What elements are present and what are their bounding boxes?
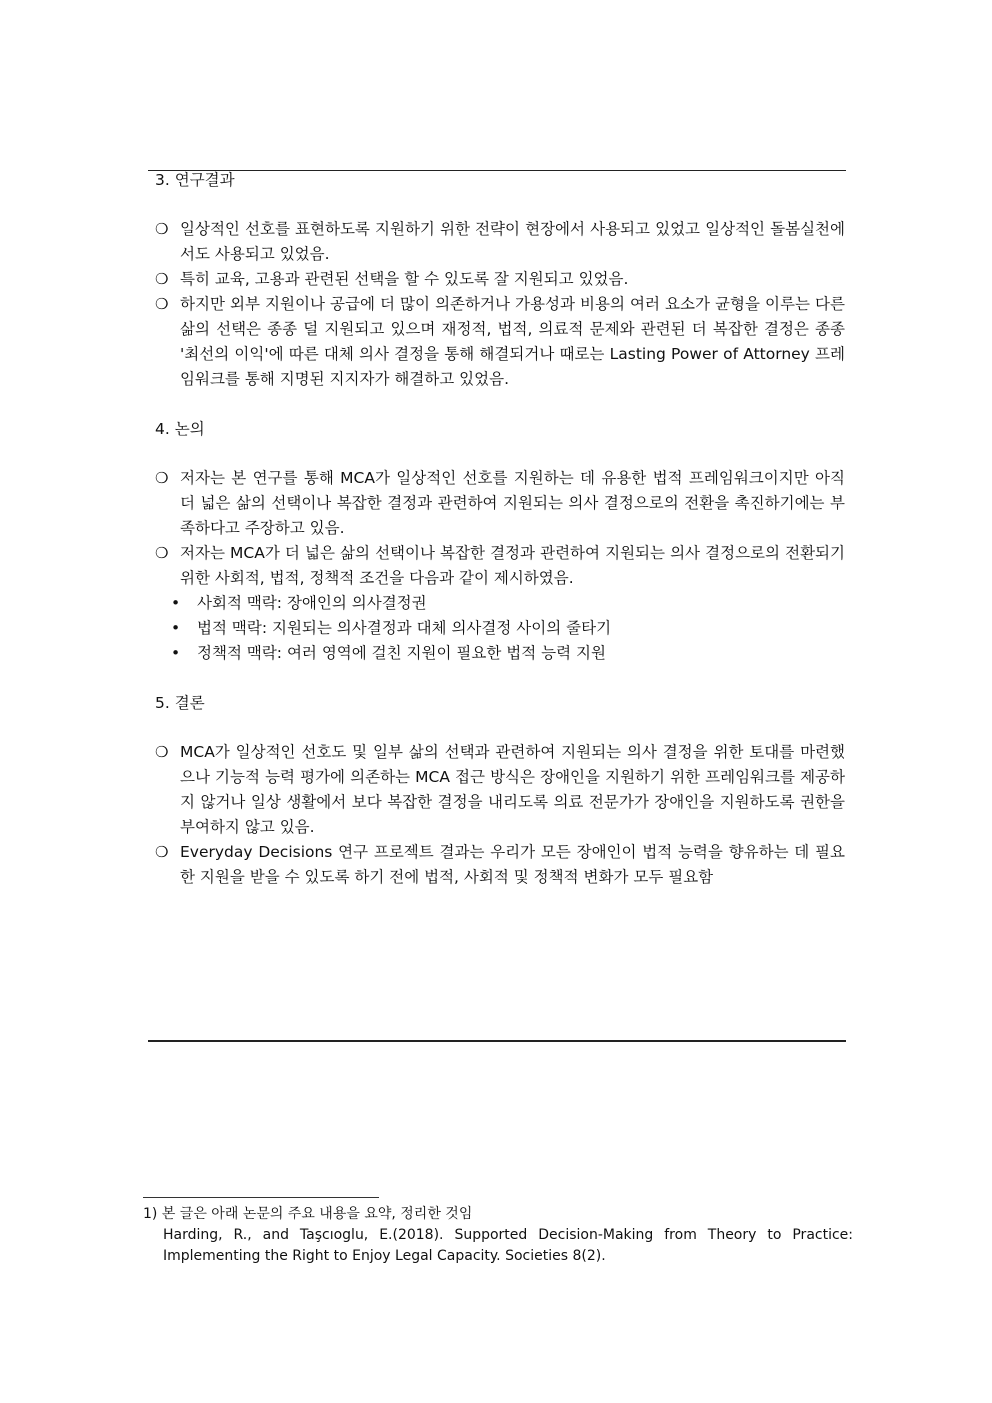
footnote-note: 1) 본 글은 아래 논문의 주요 내용을 요약, 정리한 것임 xyxy=(143,1206,473,1222)
conclusion-item-2: ❍ Everyday Decisions 연구 프로젝트 결과는 우리가 모든 장애인이 법적 능력을 향유하는 데 필요한 지원을 받을 수 있도록 하기 전에 법적, 사회적 및 정책적 변화가 모두 필요함 xyxy=(155,840,845,890)
section-5-heading: 5. 결론 xyxy=(155,694,205,712)
section-4-heading: 4. 논의 xyxy=(155,420,205,438)
circle-bullet-icon: ❍ xyxy=(155,270,169,288)
results-item-1: ❍ 일상적인 선호를 표현하도록 지원하기 위한 전략이 현장에서 사용되고 있었고 일상적인 돌봄실천에서도 사용되고 있었음. xyxy=(155,217,845,267)
circle-bullet-icon: ❍ xyxy=(155,544,169,562)
document-body xyxy=(155,168,845,890)
footnote-reference: Harding, R., and Taşcıoglu, E.(2018). Supported Decision-Making from Theory to Practice: Implementing the Right to Enjoy Legal Capacity. Societies 8(2). xyxy=(163,1227,853,1264)
circle-bullet-icon: ❍ xyxy=(155,743,169,761)
dot-bullet-icon: • xyxy=(171,644,181,662)
circle-bullet-icon: ❍ xyxy=(155,295,169,313)
bottom-rule xyxy=(148,1040,846,1042)
footnote-separator xyxy=(143,1197,379,1198)
results-item-3: ❍ 하지만 외부 지원이나 공급에 더 많이 의존하거나 가용성과 비용의 여러 요소가 균형을 이루는 다른 삶의 선택은 종종 덜 지원되고 있으며 재정적, 법적, 의료적 문제와 관련된 더 복잡한 결정은 종종 '최선의 이익'에 따른 대체 의사 결정을 통해 해결되거나 때로는 Lasting Power of Attorney 프레임워크를 통해 지명된 지지자가 해결하고 있었음. xyxy=(155,292,845,392)
conclusion-item-1: ❍ MCA가 일상적인 선호도 및 일부 삶의 선택과 관련하여 지원되는 의사 결정을 위한 토대를 마련했으나 기능적 능력 평가에 의존하는 MCA 접근 방식은 장애인을 지원하기 위한 프레임워크를 제공하지 않거나 일상 생활에서 보다 복잡한 결정을 내리도록 의료 전문가가 장애인을 지원하도록 권한을 부여하지 않고 있음. xyxy=(155,740,845,840)
discussion-item-2: ❍ 저자는 MCA가 더 넓은 삶의 선택이나 복잡한 결정과 관련하여 지원되는 의사 결정으로의 전환되기 위한 사회적, 법적, 정책적 조건을 다음과 같이 제시하였음. xyxy=(155,541,845,591)
section-3-heading: 3. 연구결과 xyxy=(155,171,235,189)
discussion-bullet-1: • 사회적 맥락: 장애인의 의사결정권 xyxy=(155,591,845,616)
discussion-bullet-3: • 정책적 맥락: 여러 영역에 걸친 지원이 필요한 법적 능력 지원 xyxy=(155,641,845,666)
circle-bullet-icon: ❍ xyxy=(155,220,169,238)
discussion-bullet-2: • 법적 맥락: 지원되는 의사결정과 대체 의사결정 사이의 줄타기 xyxy=(155,616,845,641)
discussion-item-1: ❍ 저자는 본 연구를 통해 MCA가 일상적인 선호를 지원하는 데 유용한 법적 프레임워크이지만 아직 더 넓은 삶의 선택이나 복잡한 결정과 관련하여 지원되는 의사 결정으로의 전환을 촉진하기에는 부족하다고 주장하고 있음. xyxy=(155,466,845,541)
results-item-2: ❍ 특히 교육, 고용과 관련된 선택을 할 수 있도록 잘 지원되고 있었음. xyxy=(155,267,845,292)
circle-bullet-icon: ❍ xyxy=(155,469,169,487)
dot-bullet-icon: • xyxy=(171,619,181,637)
dot-bullet-icon: • xyxy=(171,594,181,612)
footnote xyxy=(143,1204,853,1267)
circle-bullet-icon: ❍ xyxy=(155,843,169,861)
